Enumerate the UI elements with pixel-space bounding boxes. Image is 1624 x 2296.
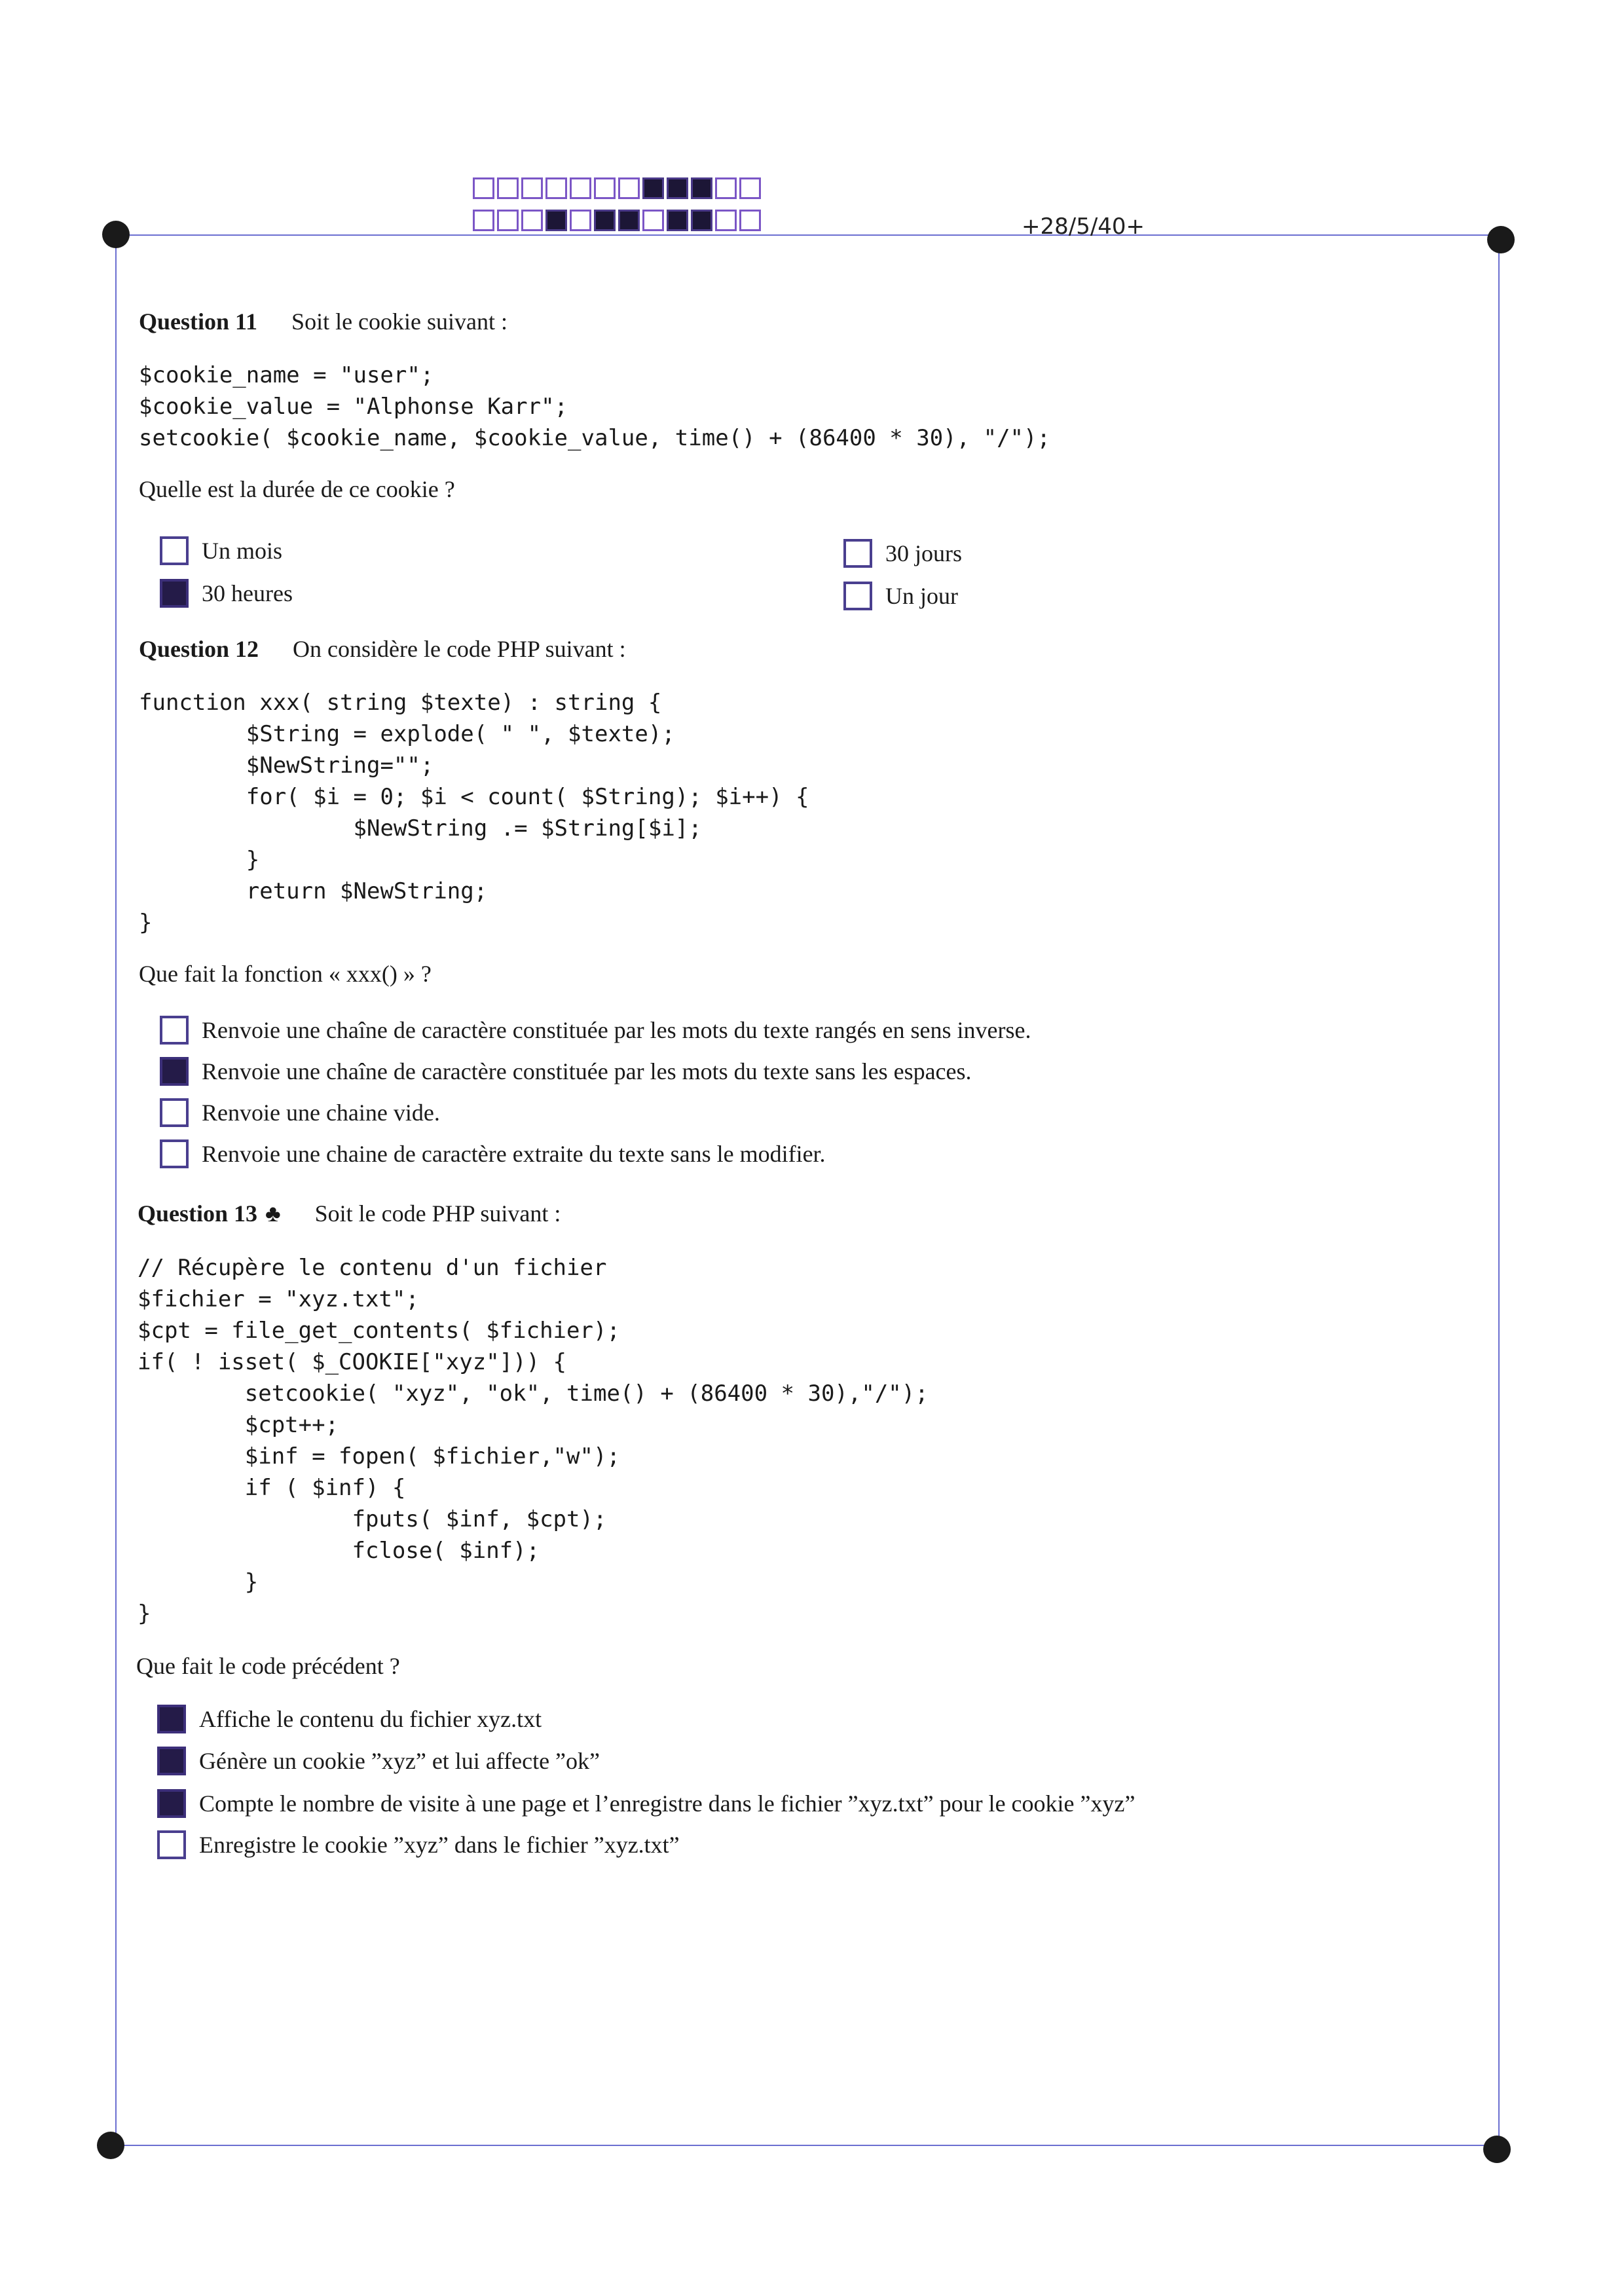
corner-mark-bottom-left xyxy=(97,2132,124,2159)
barcode-cell xyxy=(715,210,737,231)
barcode-cell xyxy=(473,210,494,231)
page-identifier: +28/5/40+ xyxy=(1022,213,1145,240)
barcode-cell xyxy=(618,177,640,199)
q11-option-un-jour[interactable] xyxy=(843,582,958,610)
checkbox[interactable] xyxy=(157,1747,186,1775)
option-label: Un jour xyxy=(885,583,958,609)
barcode-cell xyxy=(715,177,737,199)
question-intro: Soit le cookie suivant : xyxy=(291,308,508,335)
q12-option-1[interactable] xyxy=(160,1016,1031,1045)
q13-option-3[interactable] xyxy=(157,1789,1135,1818)
option-label: Génère un cookie ”xyz” et lui affecte ”ok” xyxy=(199,1748,600,1774)
code-line: fputs( $inf, $cpt); xyxy=(138,1506,607,1532)
corner-mark-top-left xyxy=(102,221,130,248)
corner-mark-top-right xyxy=(1487,226,1515,253)
barcode-cell xyxy=(618,210,640,231)
barcode-cell xyxy=(594,177,616,199)
code-line: $inf = fopen( $fichier,"w"); xyxy=(138,1443,620,1470)
barcode-cell xyxy=(739,210,761,231)
code-line: $NewString .= $String[$i]; xyxy=(139,815,702,842)
barcode-cell xyxy=(667,177,688,199)
option-label: Renvoie une chaine vide. xyxy=(202,1100,440,1126)
option-label: 30 heures xyxy=(202,580,293,606)
barcode-cell xyxy=(691,177,712,199)
q11-option-30-jours[interactable] xyxy=(843,539,962,568)
q13-option-2[interactable] xyxy=(157,1747,600,1775)
checkbox[interactable] xyxy=(160,1016,189,1045)
code-block-q11 xyxy=(139,360,1050,454)
checkbox[interactable] xyxy=(160,1098,189,1127)
barcode-cell xyxy=(594,210,616,231)
club-icon: ♣ xyxy=(265,1200,281,1227)
barcode-cell xyxy=(497,210,519,231)
q11-option-un-mois[interactable] xyxy=(160,536,282,565)
code-line: if( ! isset( $_COOKIE["xyz"])) { xyxy=(138,1349,567,1375)
code-block-q13 xyxy=(138,1252,929,1629)
code-line: for( $i = 0; $i < count( $String); $i++) { xyxy=(139,784,809,810)
code-line: $cookie_name = "user"; xyxy=(139,362,434,388)
code-line: fclose( $inf); xyxy=(138,1538,540,1564)
code-line: } xyxy=(138,1601,151,1627)
question-intro: Soit le code PHP suivant : xyxy=(314,1200,561,1227)
code-line: } xyxy=(139,847,260,873)
option-label: Renvoie une chaine de caractère extraite du texte sans le modifier. xyxy=(202,1141,826,1167)
option-label: Renvoie une chaîne de caractère constituée par les mots du texte sans les espaces. xyxy=(202,1058,972,1084)
question-13-prompt: Que fait le code précédent ? xyxy=(136,1653,400,1679)
barcode-cell xyxy=(545,210,567,231)
checkbox[interactable] xyxy=(160,579,189,608)
barcode-cell xyxy=(570,210,591,231)
frame-top xyxy=(117,234,1502,236)
code-line: function xxx( string $texte) : string { xyxy=(139,690,662,716)
code-line: $fichier = "xyz.txt"; xyxy=(138,1286,419,1312)
barcode-cell xyxy=(691,210,712,231)
frame-left xyxy=(115,236,117,2145)
checkbox[interactable] xyxy=(157,1705,186,1733)
checkbox[interactable] xyxy=(160,1057,189,1086)
code-line: // Récupère le contenu d'un fichier xyxy=(138,1255,607,1281)
barcode-row-1 xyxy=(473,177,761,199)
barcode-cell xyxy=(473,177,494,199)
option-label: Affiche le contenu du fichier xyz.txt xyxy=(199,1706,542,1732)
checkbox[interactable] xyxy=(157,1789,186,1818)
barcode-row-2 xyxy=(473,210,761,231)
checkbox[interactable] xyxy=(843,539,872,568)
question-number: Question 13 xyxy=(138,1200,258,1227)
q13-option-1[interactable] xyxy=(157,1705,542,1733)
code-line: if ( $inf) { xyxy=(138,1475,406,1501)
barcode-cell xyxy=(521,177,543,199)
question-12-prompt: Que fait la fonction « xxx() » ? xyxy=(139,961,432,987)
option-label: Compte le nombre de visite à une page et l’enregistre dans le fichier ”xyz.txt” pour le cookie ”xyz” xyxy=(199,1790,1135,1817)
code-line: $String = explode( " ", $texte); xyxy=(139,721,675,747)
question-13-header xyxy=(138,1200,561,1227)
barcode-cell xyxy=(545,177,567,199)
q11-option-30-heures[interactable] xyxy=(160,579,293,608)
code-block-q12 xyxy=(139,687,809,938)
option-label: 30 jours xyxy=(885,540,962,566)
q12-option-4[interactable] xyxy=(160,1139,826,1168)
corner-mark-bottom-right xyxy=(1483,2136,1511,2163)
barcode-cell xyxy=(570,177,591,199)
code-line: $NewString=""; xyxy=(139,752,434,779)
barcode-cell xyxy=(739,177,761,199)
frame-bottom xyxy=(111,2145,1498,2146)
code-line: $cpt++; xyxy=(138,1412,339,1438)
frame-right xyxy=(1498,241,1500,2145)
code-line: $cpt = file_get_contents( $fichier); xyxy=(138,1318,620,1344)
code-line: $cookie_value = "Alphonse Karr"; xyxy=(139,394,568,420)
question-12-header xyxy=(139,635,626,663)
code-line: return $NewString; xyxy=(139,878,488,904)
question-11-prompt: Quelle est la durée de ce cookie ? xyxy=(139,476,455,502)
barcode-cell xyxy=(642,177,664,199)
question-intro: On considère le code PHP suivant : xyxy=(293,636,626,662)
checkbox[interactable] xyxy=(843,582,872,610)
barcode-cell xyxy=(521,210,543,231)
checkbox[interactable] xyxy=(160,536,189,565)
q13-option-4[interactable] xyxy=(157,1830,680,1859)
code-line: } xyxy=(139,910,153,936)
option-label: Renvoie une chaîne de caractère constituée par les mots du texte rangés en sens inverse. xyxy=(202,1017,1031,1043)
option-label: Enregistre le cookie ”xyz” dans le fichier ”xyz.txt” xyxy=(199,1832,680,1858)
checkbox[interactable] xyxy=(157,1830,186,1859)
q12-option-3[interactable] xyxy=(160,1098,440,1127)
barcode-cell xyxy=(497,177,519,199)
question-number: Question 11 xyxy=(139,308,258,335)
barcode-cell xyxy=(642,210,664,231)
barcode-cell xyxy=(667,210,688,231)
code-line: } xyxy=(138,1569,259,1595)
question-11-header xyxy=(139,308,507,335)
option-label: Un mois xyxy=(202,538,283,564)
question-number: Question 12 xyxy=(139,636,259,662)
q12-option-2[interactable] xyxy=(160,1057,972,1086)
checkbox[interactable] xyxy=(160,1139,189,1168)
code-line: setcookie( "xyz", "ok", time() + (86400 * 30),"/"); xyxy=(138,1380,929,1407)
code-line: setcookie( $cookie_name, $cookie_value, time() + (86400 * 30), "/"); xyxy=(139,425,1050,451)
